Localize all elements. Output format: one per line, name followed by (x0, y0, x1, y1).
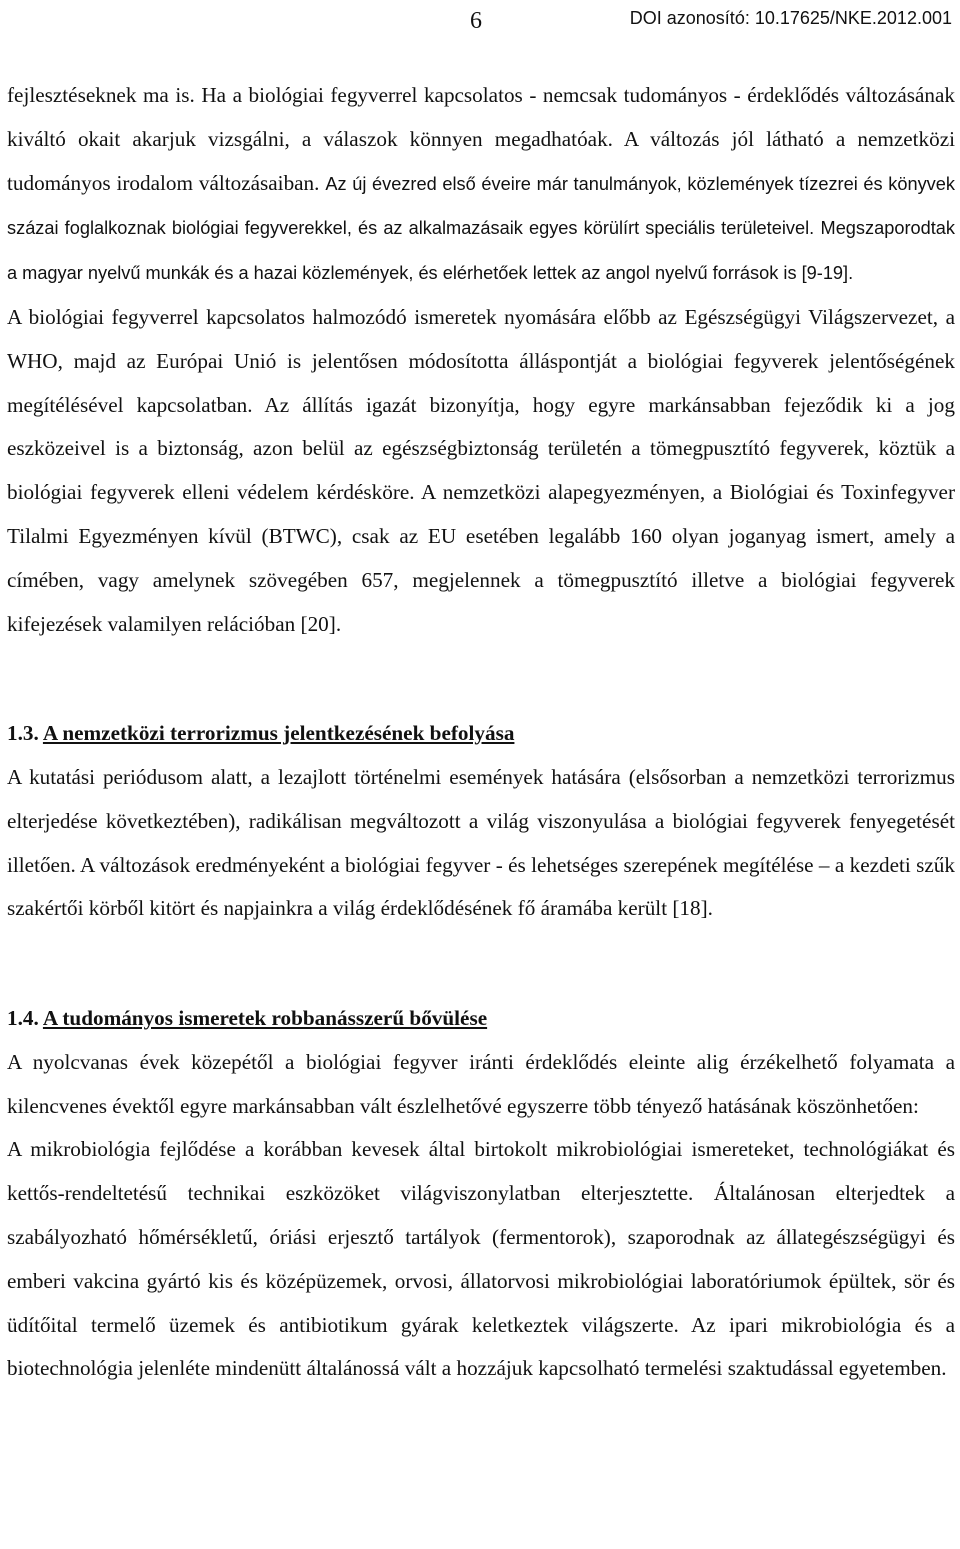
section-1-4-title: A tudományos ismeretek robbanásszerű bővülése (42, 1005, 488, 1030)
section-1-4-body-2: A mikrobiológia fejlődése a korábban kevesek által birtokolt mikrobiológiai ismereteket, technológiákat és kettős-rendeltetésű technikai eszközöket világviszonylatban elterjesztette. Általánosan elterjedtek a szabályozható hőmérsékletű, óriási erjesztő tartályok (fermentorok), szaporodnak az állategészségügyi és emberi vakcina gyártó kis és középüzemek, orvosi, állatorvosi mikrobiológiai laboratóriumok épültek, sör és üdítőital termelő üzemek és antibiotikum gyárak keletkeztek világszerte. Az ipari mikrobiológia és a biotechnológia jelenléte mindenütt általánossá vált a hozzájuk kapcsolható termelési szaktudással egyetemben. (7, 1137, 955, 1381)
document-body (7, 74, 955, 1391)
section-1-3-number: 1.3. (7, 721, 39, 746)
section-1-4-number: 1.4. (7, 1005, 39, 1030)
page-number: 6 (470, 8, 482, 34)
doi-identifier: DOI azonosító: 10.17625/NKE.2012.001 (629, 8, 952, 28)
intro-text-a: fejlesztéseknek ma is. Ha a biológiai fegyverrel kapcsolatos - nemcsak tudományos - érdeklődés változásának kiváltó okait akarjuk vizsgálni, a válaszok könnyen megadhatóak. A változás jól látható a nemzetközi tudományos irodalom változásaiban. (7, 83, 955, 195)
intro-paragraph-2: A biológiai fegyverrel kapcsolatos halmozódó ismeretek nyomására előbb az Egészségügyi Világszervezet, a WHO, majd az Európai Unió is jelentősen módosította álláspontját a biológiai fegyverek jelentőségének megítélésével kapcsolatban. Az állítás igazát bizonyítja, hogy egyre markánsabban fejeződik ki a jog eszközeivel is a biztonság, azon belül az egészségbiztonság területén a tömegpusztító fegyverek, köztük a biológiai fegyverek elleni védelem kérdésköre. A nemzetközi alapegyezményen, a Biológiai és Toxinfegyver Tilalmi Egyezményen kívül (BTWC), csak az EU esetében legalább 160 olyan joganyag ismert, amely a címében, vagy amelynek szövegében 657, megjelennek a tömegpusztító illetve a biológiai fegyverek kifejezések valamilyen relációban [20]. (7, 304, 955, 636)
section-1-3-title: A nemzetközi terrorizmus jelentkezésének befolyása (42, 721, 515, 746)
intro-paragraph-1 (7, 74, 955, 296)
section-1-4-body-1: A nyolcvanas évek közepétől a biológiai fegyver iránti érdeklődés eleinte alig érzékelhető folyamata a kilencvenes évektől egyre markánsabban vált észlelhetővé egyszerre több tényező hatásának köszönhetően: (7, 1049, 955, 1118)
section-1-3-heading (7, 712, 955, 756)
section-1-3-body: A kutatási periódusom alatt, a lezajlott történelmi események hatására (elsősorban a nemzetközi terrorizmus elterjedése következtében), radikálisan megváltozott a világ viszonyulása a biológiai fegyverek fenyegetését illetően. A változások eredményeként a biológiai fegyver - és lehetséges szerepének megítélése – a kezdeti szűk szakértői körből kitört és napjainkra a világ érdeklődésének fő áramába került [18]. (7, 764, 955, 921)
section-1-4-heading (7, 997, 955, 1041)
intro-text-b: Az új évezred első éveire már tanulmányok, közlemények tízezrei és könyvek százai foglalkoznak biológiai fegyverekkel, és az alkalmazásaik egyes körülírt speciális területeivel. (7, 173, 955, 239)
intro-text-c: Megszaporodtak a magyar nyelvű munkák és a hazai közlemények, és elérhetőek lettek az angol nyelvű források is [9-19]. (7, 218, 956, 284)
